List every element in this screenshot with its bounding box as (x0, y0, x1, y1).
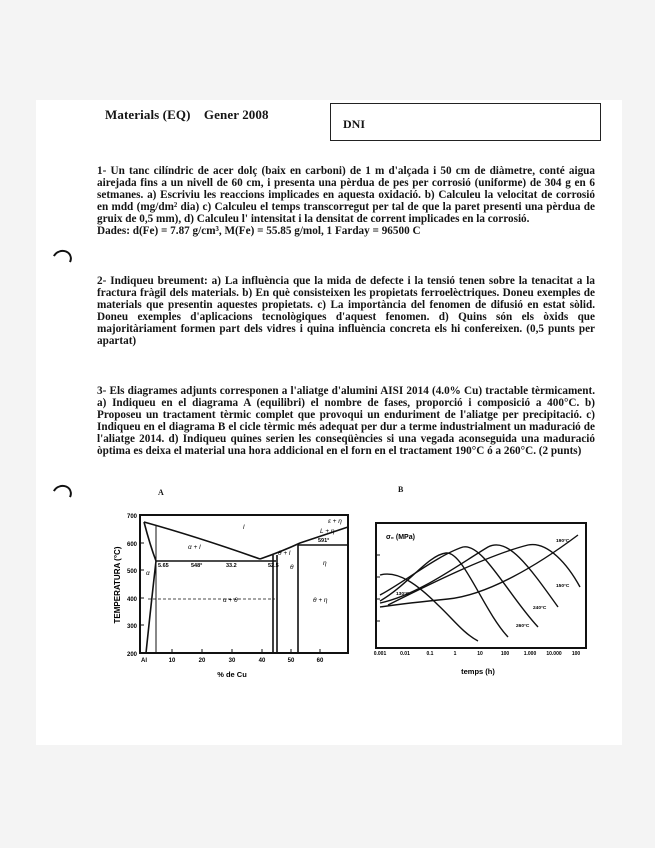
x-tick: 40 (258, 658, 266, 664)
plot-frame (376, 523, 586, 648)
y-tick: 500 (126, 569, 137, 575)
x-tick: 0.1 (426, 651, 434, 657)
x-tick: Al (141, 658, 147, 664)
y-axis-label: TEMPERATURA (°C) (113, 546, 122, 624)
x-tick: 10 (168, 658, 176, 664)
phase-label: α + θ (223, 597, 238, 604)
phase-label: α (146, 570, 150, 577)
phase-label: ε + η (328, 518, 342, 525)
y-tick: 400 (126, 597, 137, 603)
question-1-data: Dades: d(Fe) = 7.87 g/cm³, M(Fe) = 55.85 g/mol, 1 Farday = 96500 C (97, 225, 421, 238)
phase-diagram-a (108, 505, 358, 683)
ageing-diagram-b (368, 515, 590, 680)
x-tick: 30 (228, 658, 236, 664)
temperature-label: 591° (318, 538, 330, 544)
x-tick: 60 (316, 658, 324, 664)
x-tick: 100 (571, 651, 581, 657)
dni-box (330, 103, 601, 141)
x-axis-label: % de Cu (217, 670, 247, 679)
question-2-text: 2- Indiqueu breument: a) La influència que la mida de defecte i la tensió tenen sobre la tenacitat a la fractura fràgil dels materials. b) En què consisteixen les propietats ferroelèctriques. Doneu exemples de materials que presentin aquestes propietats. c) La importància del fenomen de difusió en estat sòlid. Doneu exemples d'aplicacions tecnològiques d'aquest fenomen. d) Quins són els òxids que majoritàriament formen part dels vidres i quina influència concreta els hi confereixen. (0,5 punts per apartat) (97, 275, 595, 348)
diagram-a-letter: A (158, 488, 164, 497)
x-tick: 1.000 (523, 651, 537, 657)
x-tick: 20 (198, 658, 206, 664)
question-2 (97, 275, 595, 348)
phase-label: θ + η (313, 597, 328, 604)
plot-frame (140, 515, 348, 653)
phase-label: η (323, 560, 327, 567)
question-1 (97, 165, 595, 238)
curve-label: 130°C (396, 592, 410, 597)
x-tick: 10.000 (546, 651, 562, 657)
dni-label: DNI (343, 117, 366, 131)
composition-label: 33.2 (226, 563, 237, 569)
x-tick: 100 (500, 651, 510, 657)
phase-label: L + η (320, 528, 335, 535)
phase-label: θ (290, 564, 294, 571)
curve-label: 260°C (516, 624, 530, 629)
y-tick: 600 (126, 542, 137, 548)
x-tick-labels (374, 651, 581, 657)
y-tick: 700 (126, 514, 137, 520)
x-tick: 0.001 (373, 651, 387, 657)
y-axis-label: σ₀ (MPa) (386, 534, 415, 541)
curve-label: 240°C (533, 606, 547, 611)
x-tick: 1 (453, 651, 457, 657)
x-tick: 0.01 (400, 651, 410, 657)
x-axis-label: temps (h) (461, 667, 495, 676)
curve-label: 190°C (556, 539, 570, 544)
phase-label: α + l (188, 544, 201, 551)
question-3-text: 3- Els diagrames adjunts corresponen a l'aliatge d'alumini AISI 2014 (4.0% Cu) tractable tèrmicament. a) Indiqueu en el diagrama A (equilibri) el nombre de fases, proporció i composició a 400°C. b) Proposeu un tractament tèrmic complet que provoqui un enduriment de l'aliatge per precipitació. c) Indiqueu en el diagrama B el cicle tèrmic més adequat per dur a terme industrialment un maduració de l'aliatge 2014. d) Indiqueu quines serien les conseqüències si una vegada aconseguida una maduració òptima es deixa el material una hora addicional en el forn en el tractament 190°C ó a 260°C. (2 punts) (97, 385, 595, 458)
question-1-text: 1- Un tanc cilíndric de acer dolç (baix en carboni) de 1 m d'alçada i 50 cm de diàmetre, conté aigua airejada fins a un nivell de 60 cm, i presenta una pèrdua de pes per corrosió (uniforme) de 304 g en 6 setmanes. a) Escriviu les reaccions implicades en aquesta oxidació. b) Calculeu la velocitat de corrosió en mdd (mg/dm² dia) c) Calculeu el temps transcorregut per tal de que la paret presenti una pèrdua de gruix de 0,5 mm), d) Calculeu l' intensitat i la densitat de corrent implicades en la corrosió. (97, 165, 595, 226)
course-title: Materials (EQ) (105, 107, 191, 122)
y-tick: 300 (126, 624, 137, 630)
diagram-b-letter: B (398, 485, 404, 494)
composition-label: 5.65 (158, 563, 169, 569)
composition-label: 52.5 (268, 563, 279, 569)
phase-label: θ + l (278, 550, 291, 557)
x-tick: 10 (477, 651, 483, 657)
y-tick-labels (127, 514, 138, 658)
y-tick: 200 (126, 652, 137, 658)
curve-label: 150°C (556, 584, 570, 589)
exam-date: Gener 2008 (203, 107, 269, 122)
temperature-label: 548° (191, 563, 203, 569)
x-tick: 50 (287, 658, 295, 664)
exam-header (105, 107, 269, 123)
phase-label: l (243, 524, 245, 531)
x-tick-labels (141, 658, 324, 664)
question-3 (97, 385, 595, 458)
